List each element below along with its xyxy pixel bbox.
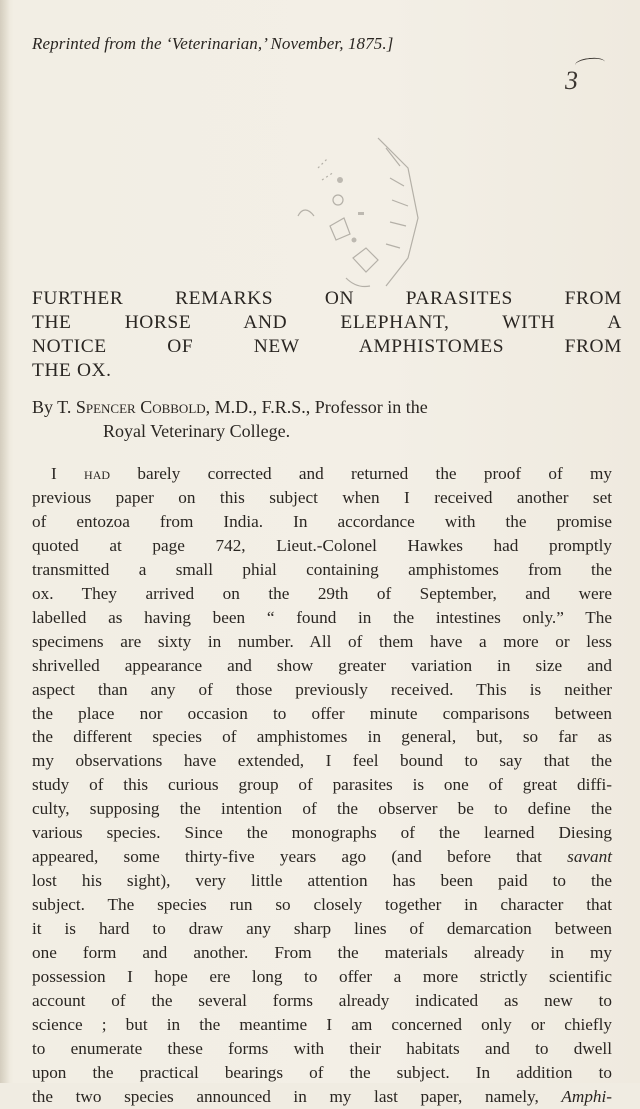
body-line: the place nor occasion to offer minute comparisons between — [32, 703, 612, 723]
title-line: FURTHER REMARKS ON PARASITES FROM — [32, 288, 622, 309]
body-line: I had barely corrected and returned the proof of my — [51, 464, 612, 483]
author-byline — [32, 395, 612, 443]
body-text — [32, 462, 612, 1109]
author-credentials: , M.D., F.R.S., Professor in the — [205, 397, 428, 417]
article-title — [32, 287, 622, 383]
library-stamp-icon — [258, 108, 448, 308]
body-line: to enumerate these forms with their habitats and to dwell — [32, 1038, 612, 1058]
page-number: 3 — [565, 66, 578, 95]
italic-word: savant — [567, 847, 613, 867]
body-line: it is hard to draw any sharp lines of demarcation between — [32, 919, 612, 939]
body-line: quoted at page 742, Lieut.-Colonel Hawkes had promptly — [32, 535, 612, 555]
body-line: the two species announced in my last paper, namely, Amphi- — [32, 1086, 613, 1106]
body-line: lost his sight), very little attention has been paid to the — [32, 871, 612, 891]
byline-prefix: By T. — [32, 397, 76, 417]
body-line: appeared, some thirty-five years ago (and before that savant — [32, 847, 613, 867]
body-line: culty, supposing the intention of the observer be to define the — [32, 799, 612, 819]
body-line: various species. Since the monographs of the learned Diesing — [32, 823, 612, 843]
author-institution: Royal Veterinary College. — [103, 421, 291, 441]
title-line: THE OX. — [32, 360, 112, 381]
page-edge-shadow — [0, 0, 10, 1083]
body-line: transmitted a small phial containing amphistomes from the — [32, 559, 612, 579]
body-line: shrivelled appearance and show greater variation in size and — [32, 655, 612, 675]
body-line: subject. The species run so closely together in character that — [32, 895, 612, 915]
body-line: my observations have extended, I feel bound to say that the — [32, 751, 612, 771]
body-line: study of this curious group of parasites is one of great diffi- — [32, 775, 612, 795]
byline-line — [32, 395, 612, 419]
italic-word: Amphi- — [561, 1086, 613, 1106]
body-line: science ; but in the meantime I am concerned only or chiefly — [32, 1014, 612, 1034]
body-line: upon the practical bearings of the subject. In addition to — [32, 1062, 612, 1082]
body-line: the different species of amphistomes in general, but, so far as — [32, 727, 612, 747]
body-line: account of the several forms already indicated as new to — [32, 990, 612, 1010]
body-line: previous paper on this subject when I received another set — [32, 487, 612, 507]
body-line: of entozoa from India. In accordance with the promise — [32, 511, 612, 531]
body-line: labelled as having been “ found in the intestines only.” The — [32, 607, 612, 627]
body-line: specimens are sixty in number. All of them have a more or less — [32, 631, 612, 651]
title-line: THE HORSE AND ELEPHANT, WITH A — [32, 312, 622, 333]
reprint-note: Reprinted from the ‘Veterinarian,’ November, 1875.] — [32, 34, 394, 53]
title-line: NOTICE OF NEW AMPHISTOMES FROM — [32, 336, 622, 357]
author-name: Spencer Cobbold — [75, 397, 206, 417]
body-line: ox. They arrived on the 29th of September, and were — [32, 583, 612, 603]
body-line: one form and another. From the materials already in my — [32, 943, 612, 963]
body-line: possession I hope ere long to offer a more strictly scientific — [32, 967, 612, 987]
body-line: aspect than any of those previously received. This is neither — [32, 679, 612, 699]
opening-words: I had — [51, 464, 111, 483]
